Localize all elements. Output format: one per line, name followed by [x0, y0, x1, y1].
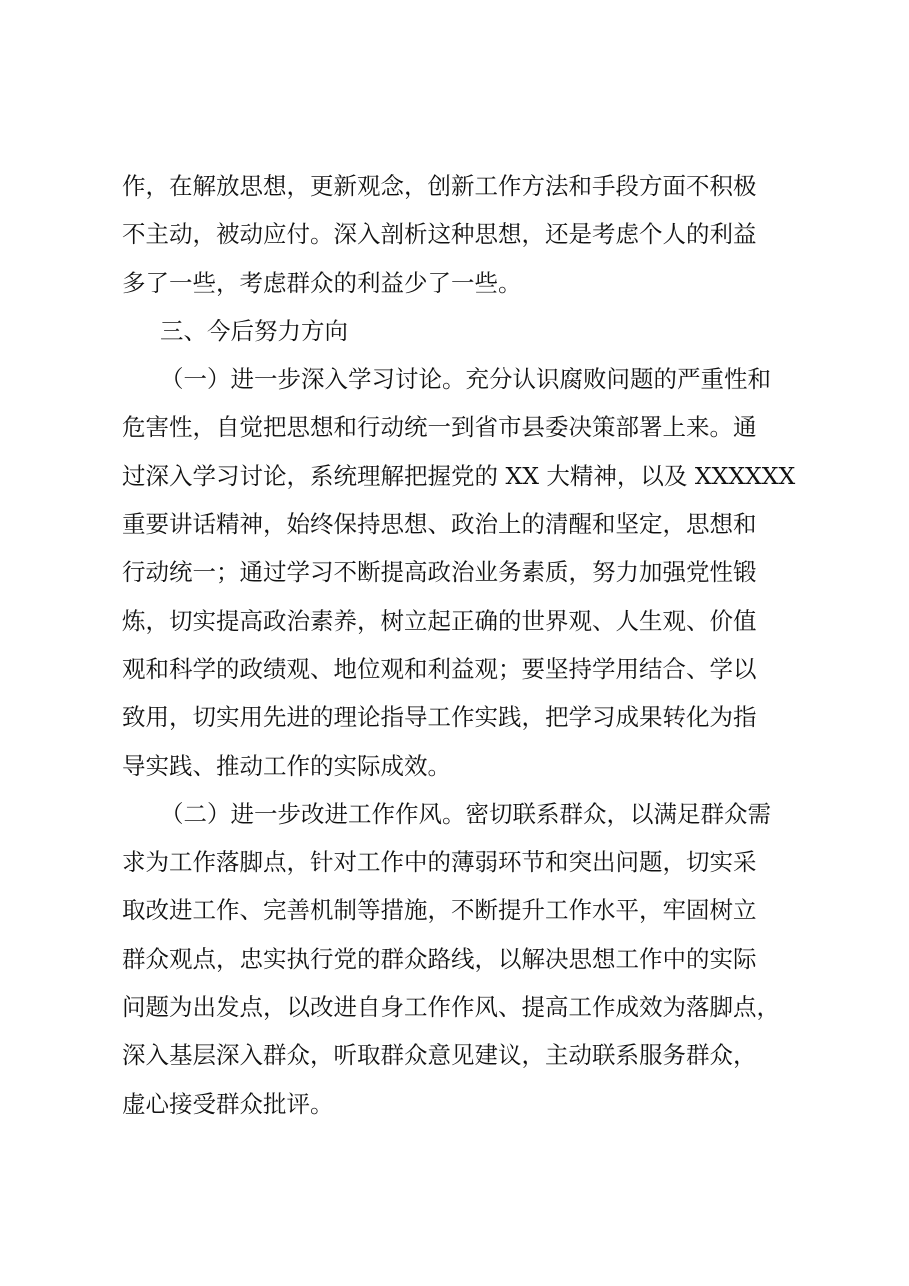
text-line: 深入基层深入群众，听取群众意见建议，主动联系服务群众， — [122, 1041, 757, 1070]
text-line: （二）进一步改进工作作风。密切联系群众，以满足群众需 — [160, 799, 771, 828]
text-line: 观和科学的政绩观、地位观和利益观；要坚持学用结合、学以 — [122, 654, 757, 683]
text-line: 危害性，自觉把思想和行动统一到省市县委决策部署上来。通 — [122, 413, 757, 442]
text-line: 作，在解放思想，更新观念，创新工作方法和手段方面不积极 — [122, 172, 757, 200]
text-line: 取改进工作、完善机制等措施，不断提升工作水平，牢固树立 — [122, 896, 757, 925]
heading-line: 三、今后努力方向 — [160, 316, 348, 345]
text-line: 群众观点，忠实执行党的群众路线，以解决思想工作中的实际 — [122, 944, 757, 973]
text-line: 过深入学习讨论，系统理解把握党的 XX 大精神，以及 XXXXXX — [122, 461, 796, 490]
text-line: 虚心接受群众批评。 — [122, 1089, 334, 1118]
paragraph-work-style — [122, 790, 822, 1128]
document-body — [122, 162, 822, 1128]
paragraph-study-discussion — [122, 355, 822, 790]
text-line: 行动统一；通过学习不断提高政治业务素质，努力加强党性锻 — [122, 558, 757, 587]
text-line: 不主动，被动应付。深入剖析这种思想，还是考虑个人的利益 — [122, 220, 757, 249]
text-line: 导实践、推动工作的实际成效。 — [122, 751, 451, 780]
section-heading — [122, 307, 822, 355]
text-line: （一）进一步深入学习讨论。充分认识腐败问题的严重性和 — [160, 365, 771, 394]
paragraph-continuation — [122, 162, 822, 307]
text-line: 重要讲话精神，始终保持思想、政治上的清醒和坚定，思想和 — [122, 510, 757, 539]
text-line: 致用，切实用先进的理论指导工作实践，把学习成果转化为指 — [122, 703, 757, 732]
text-line: 炼，切实提高政治素养，树立起正确的世界观、人生观、价值 — [122, 606, 757, 635]
text-line: 多了一些，考虑群众的利益少了一些。 — [122, 268, 522, 297]
text-line: 问题为出发点，以改进自身工作作风、提高工作成效为落脚点， — [122, 993, 780, 1022]
text-line: 求为工作落脚点，针对工作中的薄弱环节和突出问题，切实采 — [122, 848, 757, 877]
